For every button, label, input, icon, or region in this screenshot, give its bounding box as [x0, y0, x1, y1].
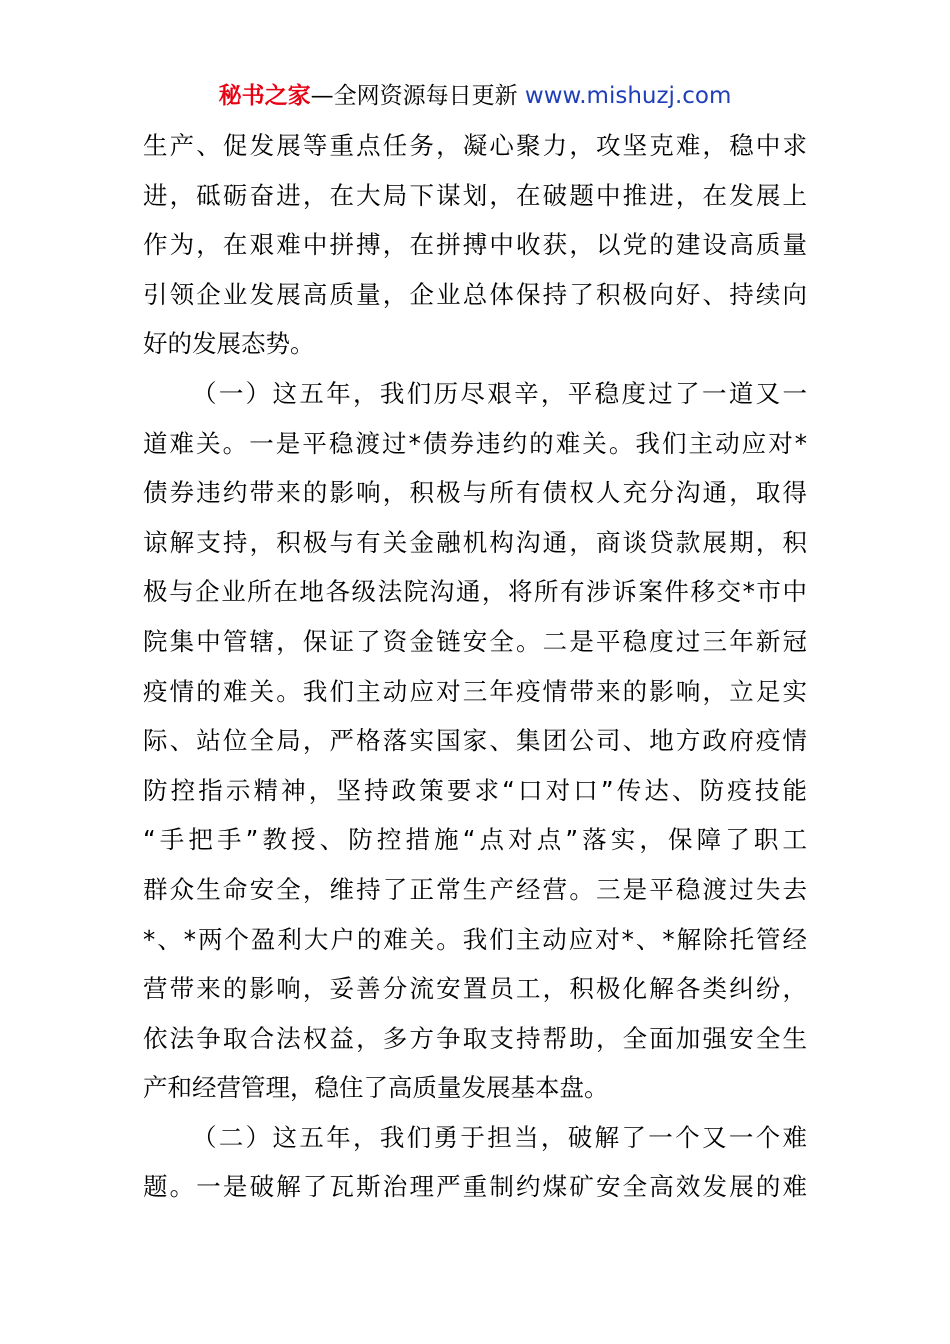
- text-line: 引领企业发展高质量，企业总体保持了积极向好、持续向: [143, 279, 807, 309]
- text-line: 极与企业所在地各级法院沟通，将所有涉诉案件移交*市中: [143, 577, 807, 607]
- page-header: [0, 80, 950, 112]
- text-line: “手把手”教授、防控措施“点对点”落实，保障了职工: [143, 825, 807, 855]
- paragraph-first-line: （二）这五年，我们勇于担当，破解了一个又一个难: [192, 1122, 807, 1152]
- text-line: 进，砥砺奋进，在大局下谋划，在破题中推进，在发展上: [143, 180, 807, 210]
- header-tagline: —全网资源每日更新: [310, 83, 518, 109]
- text-line: 产和经营管理，稳住了高质量发展基本盘。: [143, 1073, 609, 1103]
- text-line: 疫情的难关。我们主动应对三年疫情带来的影响，立足实: [143, 676, 807, 706]
- text-line: 债券违约带来的影响，积极与所有债权人充分沟通，取得: [143, 478, 807, 508]
- paragraph-first-line: （一）这五年，我们历尽艰辛，平稳度过了一道又一: [192, 378, 807, 408]
- text-line: 院集中管辖，保证了资金链安全。二是平稳度过三年新冠: [143, 626, 807, 656]
- text-line: 好的发展态势。: [143, 329, 315, 359]
- document-body: [143, 121, 807, 1212]
- text-line: 防控指示精神，坚持政策要求“口对口”传达、防疫技能: [143, 775, 807, 805]
- text-line: 群众生命安全，维持了正常生产经营。三是平稳渡过失去: [143, 874, 807, 904]
- brand-name: 秘书之家: [218, 83, 311, 109]
- text-line: 作为，在艰难中拼搏，在拼搏中收获，以党的建设高质量: [143, 230, 807, 260]
- text-line: *、*两个盈利大户的难关。我们主动应对*、*解除托管经: [143, 924, 807, 954]
- text-line: 营带来的影响，妥善分流安置员工，积极化解各类纠纷，: [143, 974, 807, 1004]
- text-line: 生产、促发展等重点任务，凝心聚力，攻坚克难，稳中求: [143, 131, 807, 160]
- text-line: 道难关。一是平稳渡过*债券违约的难关。我们主动应对*: [143, 428, 807, 458]
- site-url-link[interactable]: www.mishuzj.com: [524, 83, 732, 109]
- text-line: 依法争取合法权益，多方争取支持帮助，全面加强安全生: [143, 1023, 807, 1053]
- text-line: 际、站位全局，严格落实国家、集团公司、地方政府疫情: [143, 726, 807, 756]
- text-line: 谅解支持，积极与有关金融机构沟通，商谈贷款展期，积: [143, 527, 807, 557]
- text-line: 题。一是破解了瓦斯治理严重制约煤矿安全高效发展的难: [143, 1172, 807, 1202]
